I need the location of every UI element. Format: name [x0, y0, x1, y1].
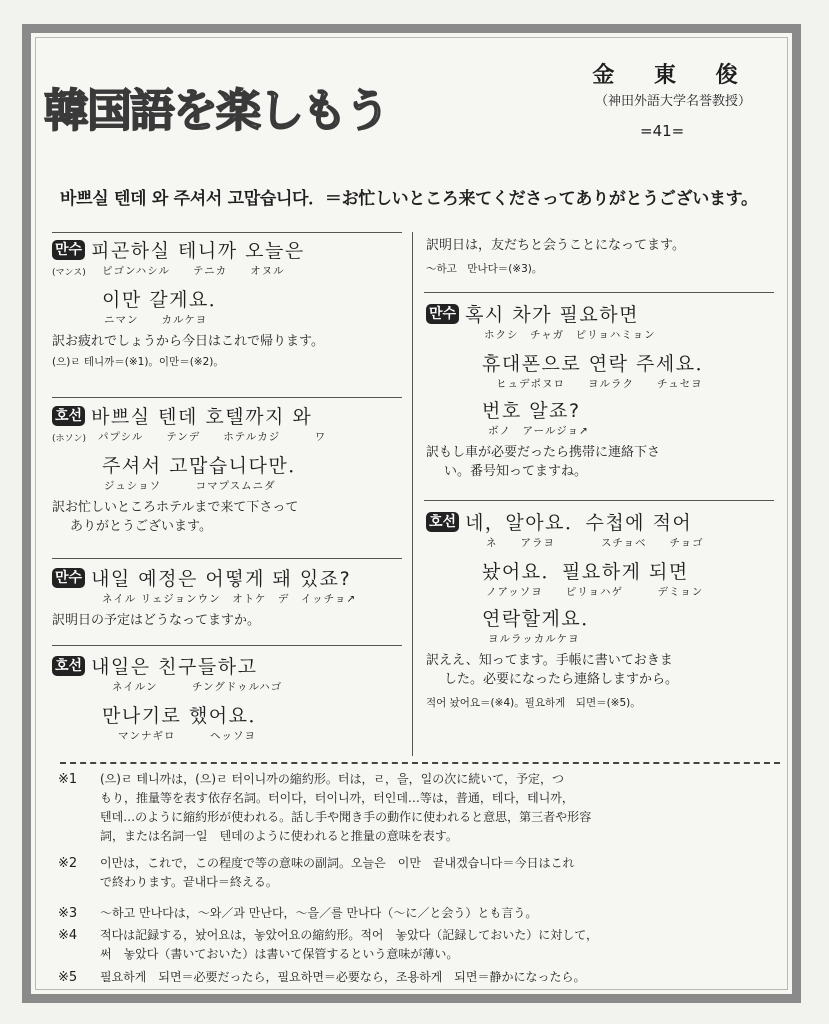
korean-line: 주셔서 고맙습니다만． — [102, 455, 309, 477]
korean-line: 번호 알죠? — [482, 400, 581, 422]
katakana-line: ネイルン チングドゥルハゴ — [112, 681, 283, 693]
translation: 訳もし車が必要だったら携帯に連絡下さ — [426, 445, 661, 460]
korean-line: 이만 갈게요． — [102, 289, 230, 311]
speaker-badge: 만수 — [426, 304, 459, 324]
footnote-mark: ※4 — [58, 928, 78, 943]
footnote-line: 써 놓았다（書いておいた）は書いて保管するという意味が薄い。 — [100, 947, 459, 961]
footnote-mark: ※1 — [58, 772, 78, 787]
translation: 訳お忙しいところホテルまで来て下さって — [52, 500, 299, 515]
korean-line: 바쁘실 텐데 호텔까지 와 — [91, 406, 313, 428]
translation: した。必要になったら連絡しますから。 — [444, 672, 679, 687]
footnote-2 — [58, 854, 780, 892]
korean-line: 내일은 친구들하고 — [91, 656, 258, 678]
column-divider — [412, 232, 413, 756]
left-rule-4 — [52, 645, 402, 646]
translation: ありがとうございます。 — [70, 519, 212, 534]
katakana-line: ネ アラヨ スチョベ チョゴ — [486, 537, 704, 549]
footnote-mark: ※5 — [58, 970, 78, 985]
korean-line: 휴대폰으로 연락 주세요． — [482, 353, 717, 375]
katakana-line: ノアッソヨ ピリョハゲ デミョン — [486, 586, 704, 598]
korean-line: 네，알아요．수첩에 적어 — [465, 512, 693, 534]
footnote-line: 필요하게 되면＝必要だったら，필요하면＝必要なら，조용하게 되면＝静かになったら。 — [100, 970, 586, 984]
katakana-line: ヒュデポヌロ ヨルラク チュセヨ — [496, 378, 703, 390]
left-rule-1 — [52, 232, 402, 233]
translation: 訳ええ、知ってます。手帳に書いておきま — [426, 653, 673, 668]
translation: 訳明日は，友だちと会うことになってます。 — [426, 238, 685, 253]
dialogue-block-right-2 — [426, 300, 786, 481]
dialogue-block-left-2 — [52, 402, 407, 536]
katakana-line: ジュショソ コマプスムニダ — [104, 480, 276, 492]
katakana-line: マンナギロ ヘッソヨ — [118, 730, 256, 742]
author-affiliation: （神田外語大学名誉教授） — [594, 94, 751, 109]
author-block — [568, 58, 778, 109]
speaker-reading: (マンス) — [52, 267, 86, 278]
page-title: 韓国語を楽しもう — [44, 84, 389, 137]
speaker-badge: 호선 — [52, 406, 85, 426]
katakana-line: ピゴンハシル テニカ オヌル — [102, 265, 285, 277]
dialogue-block-right-3 — [426, 508, 786, 711]
katakana-line: ボノ アールジョ↗ — [488, 425, 589, 437]
footnote-3 — [58, 904, 780, 923]
footnote-line: もり，推量等を表す依存名詞。터이다，터이니까，터인데…等は，普通，테다，테니까， — [100, 791, 574, 805]
translation: 訳お疲れでしょうから今日はこれで帰ります。 — [52, 334, 324, 349]
dialogue-block-left-4 — [52, 652, 407, 744]
katakana-line: ニマン カルケヨ — [104, 314, 208, 326]
left-rule-3 — [52, 558, 402, 559]
issue-number: =41= — [640, 122, 685, 140]
left-rule-2 — [52, 397, 402, 398]
katakana-line: パプシル テンデ ホテルカジ ワ — [98, 431, 327, 443]
footnote-1 — [58, 770, 780, 846]
footnote-line: で終わります。끝내다＝終える。 — [100, 875, 278, 889]
footnote-line: 텐데…のように縮約形が使われる。話し手や聞き手の動作に使われると意思，第三者や形容 — [100, 810, 592, 824]
katakana-line: ヨルラッカルケヨ — [488, 633, 580, 645]
footnote-line: 이만は，これで，この程度で等の意味の副詞。오늘은 이만 끝내겠습니다＝今日はこれ — [100, 856, 575, 870]
footnote-line: 詞，または名詞一일 텐데のように使われると推量の意味を表す。 — [100, 829, 458, 843]
translation: い。番号知ってますね。 — [444, 464, 588, 479]
grammar-note: 적어 놨어요＝(※4)。필요하게 되면＝(※5)。 — [426, 697, 641, 709]
right-rule-1 — [424, 292, 774, 293]
grammar-note: ～하고 만나다＝(※3)。 — [426, 263, 543, 275]
headline: 바쁘실 텐데 와 주셔서 고맙습니다．＝お忙しいところ来てくださってありがとうございます。 — [60, 189, 758, 209]
footnote-mark: ※2 — [58, 856, 78, 871]
dialogue-block-right-1 — [426, 236, 786, 277]
katakana-line: ホクシ チャガ ピリョハミョン — [484, 329, 656, 341]
korean-line: 내일 예정은 어떻게 돼 있죠? — [91, 568, 352, 590]
footnote-4 — [58, 926, 780, 964]
korean-line: 만나기로 했어요． — [102, 705, 270, 727]
footnote-line: ～하고 만나다は，～와／과 만난다，～을／를 만나다（～に／と会う）とも言う。 — [100, 906, 538, 920]
katakana-line: ネイル リェジョンウン オトケ デ イッチョ↗ — [102, 593, 357, 605]
korean-line: 피곤하실 테니까 오늘은 — [91, 240, 305, 262]
speaker-badge: 만수 — [52, 240, 85, 260]
korean-line: 연락할게요． — [482, 608, 602, 630]
footnote-separator — [60, 762, 780, 764]
author-name: 金 東 俊 — [592, 62, 754, 88]
speaker-reading: (ホソン) — [52, 433, 87, 444]
speaker-badge: 만수 — [52, 568, 85, 588]
grammar-note: (으)ㄹ 테니까＝(※1)。이만＝(※2)。 — [52, 356, 224, 368]
translation: 訳明日の予定はどうなってますか。 — [52, 613, 261, 628]
korean-line: 혹시 차가 필요하면 — [465, 304, 639, 326]
footnote-line: 적다は記録する，놨어요は，놓았어요の縮約形。적어 놓았다（記録しておいた）に対して， — [100, 928, 599, 942]
right-rule-2 — [424, 500, 774, 501]
korean-line: 놨어요．필요하게 되면 — [482, 561, 689, 583]
footnote-mark: ※3 — [58, 906, 78, 921]
footnote-5 — [58, 968, 780, 987]
speaker-badge: 호선 — [52, 656, 85, 676]
speaker-badge: 호선 — [426, 512, 459, 532]
dialogue-block-left-1 — [52, 236, 407, 370]
footnote-line: (으)ㄹ 테니까は，(으)ㄹ 터이니까の縮約形。터は，ㄹ，을，일の次に続いて，予定，つ — [100, 772, 564, 786]
dialogue-block-left-3 — [52, 564, 407, 630]
